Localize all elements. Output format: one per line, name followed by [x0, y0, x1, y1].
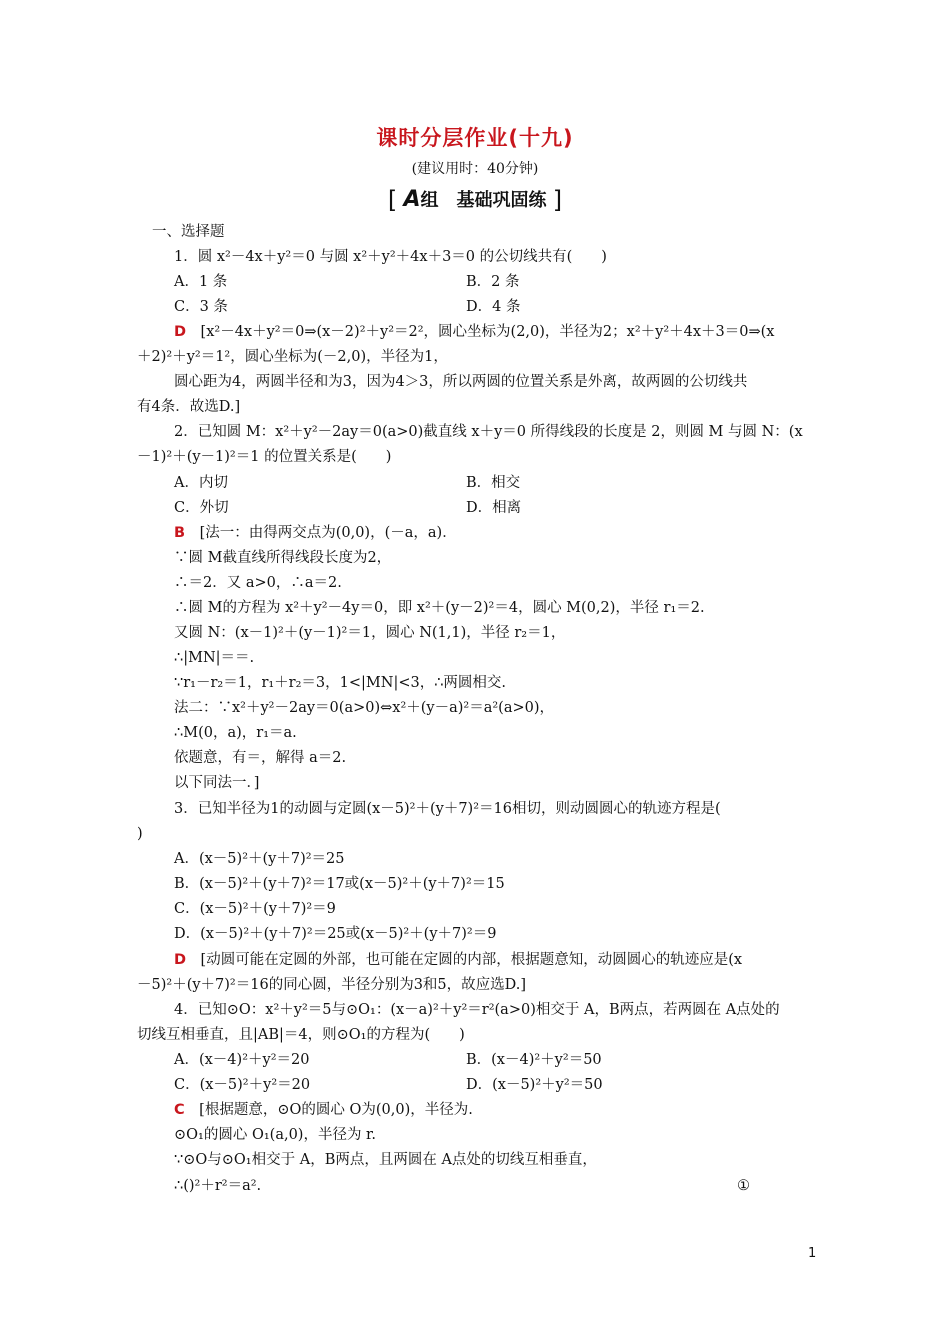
q4-solution-line3: ∵⊙O与⊙O₁相交于 A，B两点，且两圆在 A点处的切线互相垂直， — [174, 1152, 597, 1168]
q2-solution-line3: ∴＝2．又 a>0，∴a＝2. — [174, 575, 342, 591]
q3-option-d: D．(x－5)²＋(y＋7)²＝25或(x－5)²＋(y＋7)²＝9 — [174, 926, 497, 942]
q2-solution-line5: 又圆 N：(x－1)²＋(y－1)²＝1，圆心 N(1,1)，半径 r₂＝1， — [174, 625, 566, 641]
page-number: 1 — [808, 1246, 817, 1261]
q4-solution-line1: [根据题意，⊙O的圆心 O为(0,0)，半径为. — [199, 1102, 473, 1118]
q3-option-a: A．(x－5)²＋(y＋7)²＝25 — [174, 851, 345, 867]
q2-option-a: A．内切 — [174, 475, 228, 491]
q3-option-c: C．(x－5)²＋(y＋7)²＝9 — [174, 901, 336, 917]
q3-option-b: B．(x－5)²＋(y＋7)²＝17或(x－5)²＋(y＋7)²＝15 — [174, 876, 505, 892]
q4-answer: C — [174, 1102, 185, 1118]
group-heading — [0, 186, 950, 214]
q1-option-d: D．4 条 — [466, 299, 521, 315]
q2-solution-line8: 法二：∵x²＋y²－2ay＝0(a>0)⇔x²＋(y－a)²＝a²(a>0)， — [174, 700, 555, 716]
q2-solution-line9: ∴M(0，a)，r₁＝a. — [174, 725, 297, 741]
q4-stem-line2: 切线互相垂直，且|AB|＝4，则⊙O₁的方程为( ) — [137, 1027, 465, 1043]
q4-option-b: B．(x－4)²＋y²＝50 — [466, 1052, 602, 1068]
suggested-time: (建议用时：40分钟) — [411, 161, 539, 177]
q3-solution-line2: －5)²＋(y＋7)²＝16的同心圆，半径分别为3和5，故应选D.] — [137, 977, 527, 993]
q1-stem: 1．圆 x²－4x＋y²＝0 与圆 x²＋y²＋4x＋3＝0 的公切线共有( ) — [174, 249, 607, 265]
q1-solution-line4: 有4条．故选D.] — [137, 399, 241, 415]
q1-option-b: B．2 条 — [466, 274, 520, 290]
q2-solution-line6: ∴|MN|＝＝. — [174, 650, 255, 666]
q1-solution-line1: [x²－4x＋y²＝0⇒(x－2)²＋y²＝2²，圆心坐标为(2,0)，半径为2；x²＋y²＋4x＋3＝0⇒(x — [200, 324, 775, 340]
q2-solution — [174, 523, 457, 543]
q4-solution-line4: ∴()²＋r²＝a². — [174, 1178, 262, 1194]
q1-solution — [174, 322, 774, 342]
equation-marker: ① — [737, 1178, 750, 1194]
q2-option-b: B．相交 — [466, 475, 521, 491]
q4-solution-line2: ⊙O₁的圆心 O₁(a,0)，半径为 r. — [174, 1127, 377, 1143]
group-bracket-open: [ — [387, 186, 398, 214]
q4-option-a: A．(x－4)²＋y²＝20 — [174, 1052, 310, 1068]
q2-stem-line2: －1)²＋(y－1)²＝1 的位置关系是( ) — [137, 449, 392, 465]
q2-solution-line2: ∵圆 M截直线所得线段长度为2， — [174, 550, 392, 566]
q3-answer: D — [174, 952, 187, 968]
q2-solution-line10: 依题意，有＝，解得 a＝2. — [174, 750, 347, 766]
group-label: 组 基础巩固练 — [420, 190, 547, 211]
q4-option-c: C．(x－5)²＋y²＝20 — [174, 1077, 311, 1093]
q1-option-c: C．3 条 — [174, 299, 228, 315]
q4-solution — [174, 1100, 473, 1120]
q3-solution — [174, 950, 742, 970]
group-bracket-close: ] — [552, 186, 563, 214]
q3-solution-line1: [动圆可能在定圆的外部，也可能在定圆的内部，根据题意知，动圆圆心的轨迹应是(x — [200, 952, 743, 968]
q2-answer: B — [174, 525, 186, 541]
q1-option-a: A．1 条 — [174, 274, 228, 290]
q2-stem-line1: 2．已知圆 M：x²＋y²－2ay＝0(a>0)截直线 x＋y＝0 所得线段的长度是 2，则圆 M 与圆 N：(x — [174, 424, 803, 440]
q2-solution-line1: [法一：由得两交点为(0,0)，(－a，a)． — [199, 525, 457, 541]
q4-stem-line1: 4．已知⊙O：x²＋y²＝5与⊙O₁：(x－a)²＋y²＝r²(a>0)相交于 A，B两点，若两圆在 A点处的 — [174, 1002, 780, 1018]
q1-answer: D — [174, 324, 187, 340]
q3-stem-line2: ) — [137, 826, 143, 842]
section-heading: 一、选择题 — [152, 224, 225, 240]
q2-solution-line4: ∴圆 M的方程为 x²＋y²－4y＝0，即 x²＋(y－2)²＝4，圆心 M(0,2)，半径 r₁＝2. — [174, 600, 705, 616]
group-letter: A — [403, 187, 421, 212]
page-title: 课时分层作业(十九) — [376, 126, 574, 150]
q1-solution-line3: 圆心距为4，两圆半径和为3，因为4＞3，所以两圆的位置关系是外离，故两圆的公切线共 — [174, 374, 748, 390]
q1-solution-line2: ＋2)²＋y²＝1²，圆心坐标为(－2,0)，半径为1， — [137, 349, 448, 365]
q2-option-c: C．外切 — [174, 500, 229, 516]
q4-option-d: D．(x－5)²＋y²＝50 — [466, 1077, 603, 1093]
q2-solution-line7: ∵r₁－r₂＝1，r₁＋r₂＝3，1<|MN|<3，∴两圆相交. — [174, 675, 507, 691]
q3-stem-line1: 3．已知半径为1的动圆与定圆(x－5)²＋(y＋7)²＝16相切，则动圆圆心的轨迹方程是( — [174, 801, 721, 817]
q2-solution-line11: 以下同法一．] — [174, 775, 260, 791]
q2-option-d: D．相离 — [466, 500, 522, 516]
